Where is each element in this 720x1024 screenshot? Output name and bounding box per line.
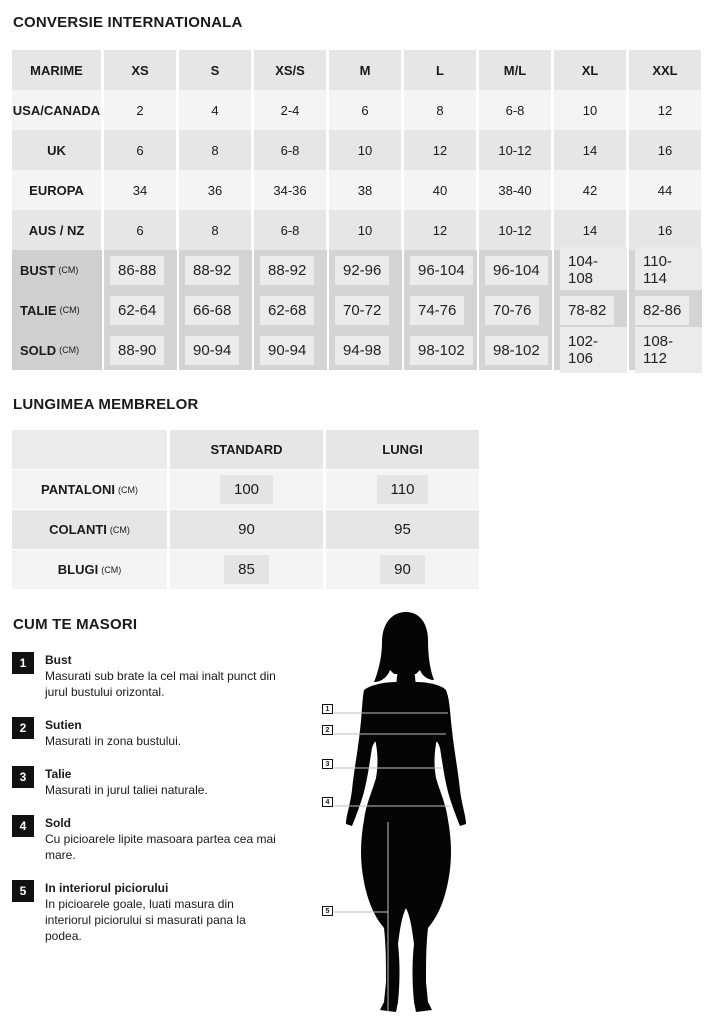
- table-cell: 8: [404, 90, 479, 130]
- step-title: Sutien: [45, 718, 82, 732]
- header-cell: M/L: [479, 50, 554, 90]
- table-cell: [170, 510, 326, 550]
- table-cell: 10: [329, 210, 404, 250]
- table-cell: [170, 470, 326, 510]
- step-number: 1: [12, 652, 34, 674]
- unit-label: (CM): [59, 305, 80, 315]
- table-row: [12, 550, 482, 590]
- conversion-title: CONVERSIE INTERNATIONALA: [13, 14, 243, 31]
- table-cell: 2-4: [254, 90, 329, 130]
- table-row: [12, 170, 704, 210]
- cell-value: 86-88: [110, 256, 164, 285]
- table-cell: [254, 330, 329, 370]
- cell-value: 62-64: [110, 296, 164, 325]
- table-row: [12, 130, 704, 170]
- table-cell: [554, 250, 629, 290]
- row-label: [12, 250, 104, 290]
- figure-marker: 5: [322, 906, 333, 916]
- table-cell: [329, 330, 404, 370]
- table-cell: [479, 290, 554, 330]
- step-title: Talie: [45, 767, 72, 781]
- woman-silhouette-icon: [316, 610, 466, 1015]
- table-cell: [479, 250, 554, 290]
- header-cell: XS/S: [254, 50, 329, 90]
- step-body: [45, 766, 280, 798]
- cell-value: 102-106: [560, 327, 627, 373]
- header-cell: M: [329, 50, 404, 90]
- table-cell: 14: [554, 210, 629, 250]
- limbs-title: LUNGIMEA MEMBRELOR: [13, 396, 199, 413]
- row-label: [12, 330, 104, 370]
- table-cell: 6: [104, 210, 179, 250]
- table-cell: 12: [629, 90, 704, 130]
- row-label: USA/CANADA: [12, 90, 104, 130]
- table-cell: 38: [329, 170, 404, 210]
- cell-value: 74-76: [410, 296, 464, 325]
- cell-value: 108-112: [635, 327, 702, 373]
- table-cell: [329, 290, 404, 330]
- header-cell: LUNGI: [326, 430, 482, 470]
- table-cell: [629, 250, 704, 290]
- cell-value: 90-94: [260, 336, 314, 365]
- table-cell: 34: [104, 170, 179, 210]
- figure-marker: 2: [322, 725, 333, 735]
- body-silhouette-figure: [316, 610, 466, 1015]
- table-cell: 34-36: [254, 170, 329, 210]
- row-label: [12, 470, 170, 510]
- step-body: [45, 880, 280, 944]
- table-cell: [329, 250, 404, 290]
- table-header-row: [12, 50, 704, 90]
- table-cell: [404, 250, 479, 290]
- row-label-text: BLUGI: [57, 562, 99, 577]
- figure-marker: 1: [322, 704, 333, 714]
- header-cell: STANDARD: [170, 430, 326, 470]
- cell-value: 85: [224, 555, 269, 584]
- row-label-text: BUST: [20, 262, 56, 278]
- cell-value: 90: [380, 555, 425, 584]
- table-cell: [629, 330, 704, 370]
- table-cell: [170, 550, 326, 590]
- row-label: [12, 550, 170, 590]
- unit-label: (CM): [109, 524, 130, 535]
- cell-value: 110: [377, 475, 429, 504]
- cell-value: 92-96: [335, 256, 389, 285]
- cell-value: 88-92: [185, 256, 239, 285]
- row-label: UK: [12, 130, 104, 170]
- cell-value: 98-102: [410, 336, 473, 365]
- table-cell: [554, 290, 629, 330]
- table-cell: [404, 290, 479, 330]
- step-title: Sold: [45, 816, 71, 830]
- figure-marker: 3: [322, 759, 333, 769]
- table-cell: 42: [554, 170, 629, 210]
- table-cell: [104, 330, 179, 370]
- figure-marker: 4: [322, 797, 333, 807]
- step-title: In interiorul piciorului: [45, 881, 169, 895]
- step-number: 5: [12, 880, 34, 902]
- step-description: Masurati in zona bustului.: [45, 734, 182, 748]
- cell-value: 70-76: [485, 296, 539, 325]
- cell-value: 100: [220, 475, 273, 504]
- table-cell: 44: [629, 170, 704, 210]
- table-row: [12, 210, 704, 250]
- table-row: [12, 330, 704, 370]
- unit-label: (CM): [59, 345, 80, 355]
- cell-value: 88-92: [260, 256, 314, 285]
- step-title: Bust: [45, 653, 72, 667]
- row-label: [12, 290, 104, 330]
- table-cell: 8: [179, 130, 254, 170]
- table-cell: [404, 330, 479, 370]
- cell-value: 96-104: [485, 256, 548, 285]
- table-row: [12, 510, 482, 550]
- row-label: AUS / NZ: [12, 210, 104, 250]
- row-label-text: PANTALONI: [41, 482, 115, 497]
- cell-value: 82-86: [635, 296, 689, 325]
- table-cell: 6-8: [254, 130, 329, 170]
- table-cell: 40: [404, 170, 479, 210]
- table-cell: [179, 330, 254, 370]
- header-cell: [12, 430, 170, 470]
- row-label-text: COLANTI: [49, 522, 107, 537]
- table-cell: 12: [404, 210, 479, 250]
- table-cell: 14: [554, 130, 629, 170]
- table-cell: [326, 470, 482, 510]
- cell-value: 90-94: [185, 336, 239, 365]
- header-cell: XL: [554, 50, 629, 90]
- table-cell: [554, 330, 629, 370]
- table-header-row: [12, 430, 482, 470]
- step-number: 4: [12, 815, 34, 837]
- table-cell: 2: [104, 90, 179, 130]
- table-cell: [104, 290, 179, 330]
- table-cell: [179, 250, 254, 290]
- table-row: [12, 250, 704, 290]
- unit-label: (CM): [58, 265, 79, 275]
- table-cell: 16: [629, 210, 704, 250]
- header-cell: S: [179, 50, 254, 90]
- step-body: [45, 652, 280, 700]
- row-label-text: TALIE: [20, 302, 57, 318]
- table-row: [12, 470, 482, 510]
- table-cell: 10-12: [479, 130, 554, 170]
- step-description: Masurati sub brate la cel mai inalt punct din jurul bustului orizontal.: [45, 669, 276, 699]
- header-cell: XXL: [629, 50, 704, 90]
- header-cell: L: [404, 50, 479, 90]
- cell-value: 62-68: [260, 296, 314, 325]
- table-cell: [254, 290, 329, 330]
- row-label: [12, 510, 170, 550]
- table-cell: [326, 550, 482, 590]
- table-cell: 36: [179, 170, 254, 210]
- cell-value: 94-98: [335, 336, 389, 365]
- table-cell: 6-8: [254, 210, 329, 250]
- cell-value: 88-90: [110, 336, 164, 365]
- table-cell: [629, 290, 704, 330]
- table-row: [12, 90, 704, 130]
- table-cell: 6: [104, 130, 179, 170]
- table-cell: 6-8: [479, 90, 554, 130]
- table-cell: [254, 250, 329, 290]
- unit-label: (CM): [101, 564, 122, 575]
- table-cell: 10: [554, 90, 629, 130]
- step-number: 2: [12, 717, 34, 739]
- step-description: Masurati in jurul taliei naturale.: [45, 783, 208, 797]
- table-cell: [326, 510, 482, 550]
- header-cell: XS: [104, 50, 179, 90]
- table-cell: [479, 330, 554, 370]
- cell-value: 95: [380, 515, 425, 544]
- table-cell: 6: [329, 90, 404, 130]
- row-label: EUROPA: [12, 170, 104, 210]
- table-row: [12, 290, 704, 330]
- step-number: 3: [12, 766, 34, 788]
- unit-label: (CM): [117, 484, 138, 495]
- cell-value: 98-102: [485, 336, 548, 365]
- table-cell: 38-40: [479, 170, 554, 210]
- limb-length-table: [12, 430, 482, 590]
- size-conversion-table: [12, 50, 704, 370]
- cell-value: 104-108: [560, 247, 627, 293]
- table-cell: 16: [629, 130, 704, 170]
- row-label-text: SOLD: [20, 342, 57, 358]
- cell-value: 66-68: [185, 296, 239, 325]
- step-description: In picioarele goale, luati masura din interiorul piciorului si masurati pana la podea.: [45, 897, 246, 943]
- step-body: [45, 717, 280, 749]
- cell-value: 96-104: [410, 256, 473, 285]
- header-cell: MARIME: [12, 50, 104, 90]
- cell-value: 70-72: [335, 296, 389, 325]
- table-cell: 10: [329, 130, 404, 170]
- table-cell: 12: [404, 130, 479, 170]
- table-cell: [179, 290, 254, 330]
- table-cell: 10-12: [479, 210, 554, 250]
- table-cell: 8: [179, 210, 254, 250]
- cell-value: 90: [224, 515, 269, 544]
- step-description: Cu picioarele lipite masoara partea cea mai mare.: [45, 832, 276, 862]
- table-cell: [104, 250, 179, 290]
- step-body: [45, 815, 280, 863]
- cell-value: 78-82: [560, 296, 614, 325]
- how-to-measure-title: CUM TE MASORI: [13, 616, 138, 633]
- table-cell: 4: [179, 90, 254, 130]
- cell-value: 110-114: [635, 247, 702, 293]
